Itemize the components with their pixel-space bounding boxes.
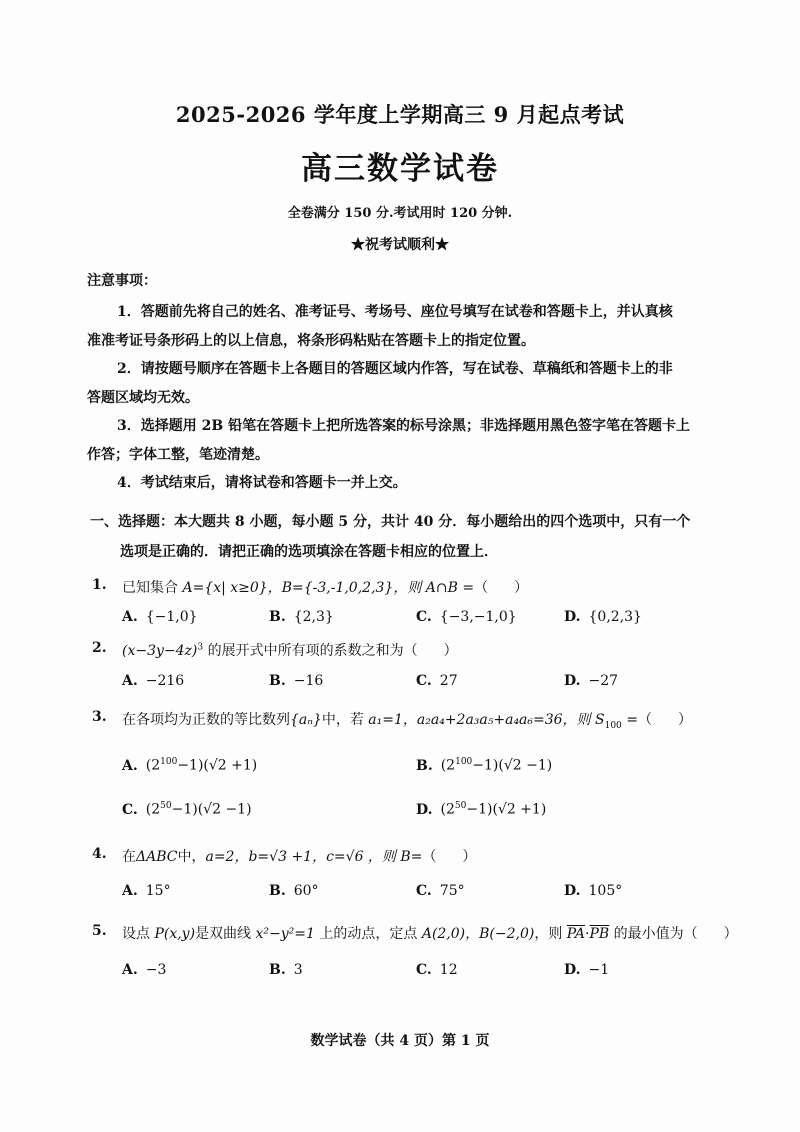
q5-vector-pa: $\overline{PA}$ xyxy=(566,926,586,942)
option-label: A. xyxy=(122,609,138,625)
q3-eq: = xyxy=(621,712,638,728)
q4-number: 4. xyxy=(92,846,107,862)
q2-option-a xyxy=(122,673,184,689)
notice-item-2-line1: 2．请按题号顺序在答题卡上各题目的答题区域内作答，写在试卷、草稿纸和答题卡上的非 xyxy=(117,361,673,377)
q4-option-c xyxy=(416,883,465,899)
q4-option-d xyxy=(564,883,622,899)
score-info: 全卷满分 150 分.考试用时 120 分钟. xyxy=(287,206,513,221)
q4-paren-close: ） xyxy=(462,849,477,865)
notice-item-1-line2: 准准考证号条形码上的以上信息，将条形码粘贴在答题卡上的指定位置。 xyxy=(87,333,535,349)
q5-option-a xyxy=(122,962,166,978)
notice-item-3-line2: 作答；字体工整，笔迹清楚。 xyxy=(87,447,269,463)
q3-number: 3. xyxy=(92,709,107,725)
q2-stem xyxy=(122,640,458,660)
q3-prefix: 在各项均为正数的等比数列 xyxy=(122,712,290,728)
notice-item-1-line1: 1．答题前先将自己的姓名、准考证号、考场号、座位号填写在试卷和答题卡上，并认真核 xyxy=(117,304,673,320)
option-label: B. xyxy=(269,962,286,978)
option-label: A. xyxy=(122,757,138,774)
option-exponent: 50 xyxy=(454,801,467,811)
q2-suffix: 的展开式中所有项的系数之和为 xyxy=(203,643,404,659)
q4-option-b xyxy=(269,883,319,899)
q4-option-a xyxy=(122,883,171,899)
q5-mid1: 是双曲线 xyxy=(195,926,256,942)
q1-option-c xyxy=(416,609,517,625)
option-label: A. xyxy=(122,673,138,689)
q4-condition: a=2，b=√3 +1，c=√6 ，则 B= xyxy=(205,849,423,865)
subject-title: 高三数学试卷 xyxy=(301,151,499,187)
option-label: D. xyxy=(564,883,581,899)
q5-mid2: 上的动点，定点 xyxy=(314,926,422,942)
option-text: 15° xyxy=(145,883,171,899)
q3-sequence: {aₙ} xyxy=(290,712,322,728)
option-text: −16 xyxy=(293,673,324,689)
option-text: −3 xyxy=(145,962,167,978)
q3-mid: 中，若 xyxy=(321,712,369,728)
q3-option-c xyxy=(122,801,252,818)
option-base: (2 xyxy=(145,757,161,774)
q3-target-sub: 100 xyxy=(604,720,622,731)
option-rest: −1)(√2 +1) xyxy=(466,801,547,818)
q2-option-d xyxy=(564,673,618,689)
section1-heading-line1: 一、选择题：本大题共 8 小题，每小题 5 分，共计 40 分．每小题给出的四个选项中，只有一个 xyxy=(90,514,691,530)
option-label: C. xyxy=(416,609,432,625)
notice-heading: 注意事项： xyxy=(87,273,157,289)
q3-option-a xyxy=(122,757,257,774)
option-text: {0,2,3} xyxy=(588,609,642,625)
option-text: −216 xyxy=(145,673,185,689)
q5-paren-close: ） xyxy=(723,926,738,942)
exam-title: 2025-2026 学年度上学期高三 9 月起点考试 xyxy=(175,102,625,127)
q5-paren-open: （ xyxy=(683,926,698,942)
q3-option-d xyxy=(416,801,546,818)
option-base: (2 xyxy=(440,801,455,818)
page-footer: 数学试卷（共 4 页）第 1 页 xyxy=(310,1033,490,1049)
option-text: −1 xyxy=(588,962,610,978)
option-exponent: 100 xyxy=(455,757,473,767)
option-text: 12 xyxy=(439,962,458,978)
q3-target: S xyxy=(595,712,605,728)
option-exponent: 50 xyxy=(160,801,172,811)
q5-number: 5. xyxy=(92,923,107,939)
option-text: 3 xyxy=(293,962,303,978)
q1-option-a xyxy=(122,609,198,625)
q4-mid: 中， xyxy=(177,849,206,865)
option-label: B. xyxy=(269,883,286,899)
option-text: 105° xyxy=(588,883,623,899)
option-text: {2,3} xyxy=(293,609,334,625)
q3-stem xyxy=(122,709,692,731)
q5-prefix: 设点 xyxy=(122,926,155,942)
q1-paren-open: （ xyxy=(474,580,489,596)
q2-number: 2. xyxy=(92,640,107,656)
notice-item-2-line2: 答题区域均无效。 xyxy=(87,390,199,406)
option-label: B. xyxy=(269,609,286,625)
option-base: (2 xyxy=(145,801,161,818)
q3-paren-open: （ xyxy=(637,712,652,728)
q1-paren-close: ） xyxy=(514,580,529,596)
option-label: A. xyxy=(122,883,138,899)
q5-dot: · xyxy=(585,926,590,942)
q1-prefix: 已知集合 xyxy=(122,580,183,596)
option-label: C. xyxy=(416,673,432,689)
q5-mid3: ，则 xyxy=(534,926,567,942)
option-text: 60° xyxy=(293,883,319,899)
q2-option-c xyxy=(416,673,458,689)
option-exponent: 100 xyxy=(160,757,178,767)
q1-option-b xyxy=(269,609,334,625)
q5-curve: x²−y²=1 xyxy=(255,926,315,942)
option-rest: −1)(√2 −1) xyxy=(472,757,553,774)
option-label: B. xyxy=(269,673,286,689)
q3-condition: a₁=1，a₂a₄+2a₃a₅+a₄a₆=36，则 xyxy=(368,712,596,728)
q4-paren-open: （ xyxy=(422,849,437,865)
section1-heading-line2: 选项是正确的．请把正确的选项填涂在答题卡相应的位置上． xyxy=(120,544,498,560)
q5-vector-pb: $\overline{PB}$ xyxy=(589,926,610,942)
notice-item-4: 4．考试结束后，请将试卷和答题卡一并上交。 xyxy=(117,475,407,491)
q5-option-c xyxy=(416,962,458,978)
option-rest: −1)(√2 −1) xyxy=(171,801,252,818)
option-rest: −1)(√2 +1) xyxy=(177,757,258,774)
option-label: D. xyxy=(564,673,581,689)
blessing: ★祝考试顺利★ xyxy=(351,237,449,253)
q4-stem xyxy=(122,846,476,866)
option-base: (2 xyxy=(440,757,456,774)
q1-number: 1. xyxy=(92,577,107,593)
option-text: −27 xyxy=(588,673,619,689)
option-label: D. xyxy=(416,801,433,818)
option-label: D. xyxy=(564,609,581,625)
q4-prefix: 在 xyxy=(122,849,136,865)
q5-option-d xyxy=(564,962,609,978)
q4-triangle: ΔABC xyxy=(136,849,178,865)
q2-paren-close: ） xyxy=(443,643,458,659)
q5-fixed-points: A(2,0)，B(−2,0) xyxy=(421,926,535,942)
q3-paren-close: ） xyxy=(677,712,692,728)
q1-math: A={x| x≥0}，B={-3,-1,0,2,3}，则 A∩B = xyxy=(182,580,475,596)
option-label: B. xyxy=(416,757,433,774)
option-label: C. xyxy=(416,883,432,899)
q1-option-d xyxy=(564,609,642,625)
option-text: {−1,0} xyxy=(145,609,198,625)
option-label: C. xyxy=(416,962,432,978)
option-label: D. xyxy=(564,962,581,978)
option-text: 27 xyxy=(439,673,458,689)
option-text: 75° xyxy=(439,883,465,899)
option-text: {−3,−1,0} xyxy=(439,609,517,625)
q2-exponent: 3 xyxy=(197,642,204,653)
q2-paren-open: （ xyxy=(403,643,418,659)
q2-option-b xyxy=(269,673,323,689)
q2-math: (x−3y−4z) xyxy=(122,643,198,659)
q1-stem xyxy=(122,577,528,597)
notice-item-3-line1: 3．选择题用 2B 铅笔在答题卡上把所选答案的标号涂黑；非选择题用黑色签字笔在答题卡上 xyxy=(117,418,691,434)
q5-point: P(x,y) xyxy=(154,926,196,942)
q3-option-b xyxy=(416,757,552,774)
option-label: C. xyxy=(122,801,138,818)
q5-suffix: 的最小值为 xyxy=(609,926,684,942)
option-label: A. xyxy=(122,962,138,978)
q5-stem xyxy=(122,923,738,943)
q5-option-b xyxy=(269,962,303,978)
